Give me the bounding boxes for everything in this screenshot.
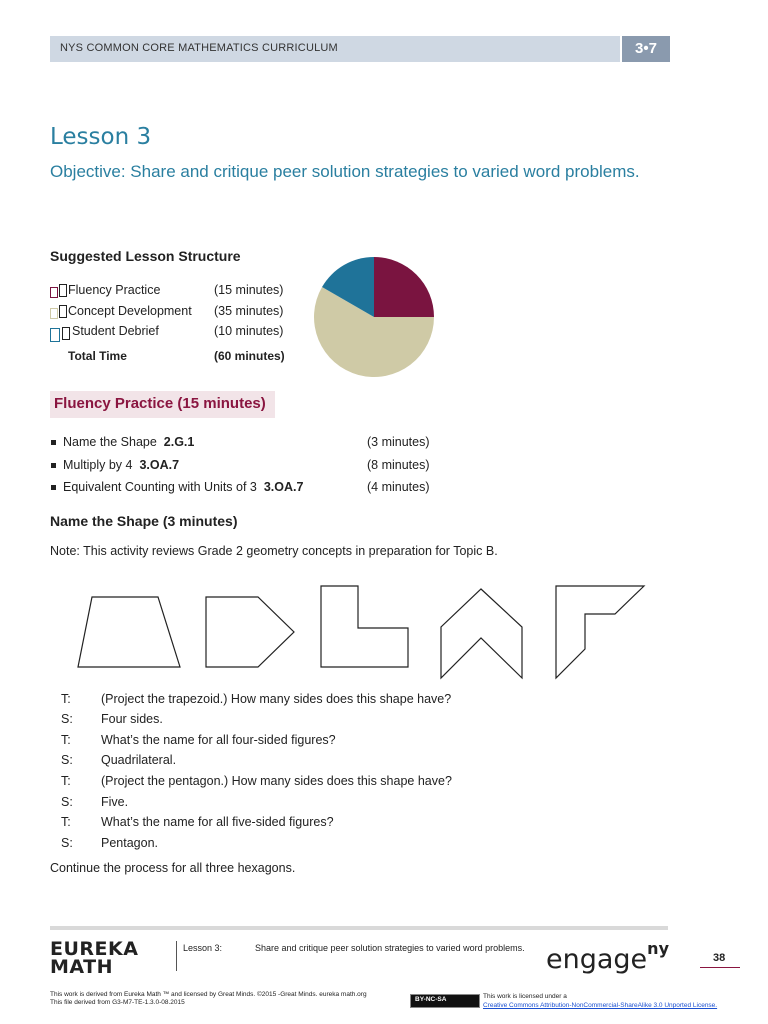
fluency-activity xyxy=(63,458,179,472)
dialogue-text: Quadrilateral. xyxy=(101,753,177,767)
page-number: 38 xyxy=(713,952,726,964)
box-icon xyxy=(59,284,67,297)
engage-text: engage xyxy=(546,944,648,975)
name-shape-title: Name the Shape (3 minutes) xyxy=(50,513,238,529)
structure-title: Suggested Lesson Structure xyxy=(50,248,241,264)
bullet-icon xyxy=(51,463,56,468)
cc-badge-text: BY-NC-SA xyxy=(415,996,447,1003)
logo-line: MATH xyxy=(50,956,113,978)
footer-separator xyxy=(176,941,177,971)
fluency-color-icon xyxy=(50,287,58,298)
speaker: S: xyxy=(61,712,73,726)
bullet-icon xyxy=(51,440,56,445)
fluency-activity xyxy=(63,435,194,449)
box-icon xyxy=(59,305,67,318)
chevron-hexagon-shape xyxy=(441,589,522,678)
structure-item-time: (10 minutes) xyxy=(214,324,284,338)
pentagon-shape xyxy=(206,597,294,667)
curriculum-title: NYS COMMON CORE MATHEMATICS CURRICULUM xyxy=(60,42,338,54)
l-hexagon-shape xyxy=(321,586,408,667)
speaker: T: xyxy=(61,774,71,788)
engage-ny-logo xyxy=(546,939,669,975)
box-icon xyxy=(62,327,70,340)
dialogue-text: Four sides. xyxy=(101,712,163,726)
total-time-value: (60 minutes) xyxy=(214,349,285,363)
derived-license-text: This work is derived from Eureka Math ™ and licensed by Great Minds. ©2015 -Great Minds. eureka math.org This file derived from G3-M7-TE-1.3.0-08.2015 xyxy=(50,991,367,1006)
corner-hexagon-shape xyxy=(556,586,644,678)
activity-standard: 2.G.1 xyxy=(163,435,195,449)
dialogue-text: What’s the name for all four-sided figures? xyxy=(101,733,336,747)
ny-text: ny xyxy=(647,939,669,958)
total-time-label: Total Time xyxy=(68,349,127,363)
structure-item-label: Student Debrief xyxy=(72,324,159,338)
activity-time: (8 minutes) xyxy=(367,458,430,472)
activity-standard: 3.OA.7 xyxy=(263,480,304,494)
concept-color-icon xyxy=(50,308,58,319)
structure-item-label: Fluency Practice xyxy=(68,283,161,297)
lesson-objective: Objective: Share and critique peer solution strategies to varied word problems. xyxy=(50,162,640,181)
trapezoid-shape xyxy=(78,597,180,667)
activity-name: Name the Shape xyxy=(63,435,157,449)
speaker: S: xyxy=(61,753,73,767)
activity-time: (3 minutes) xyxy=(367,435,430,449)
bullet-icon xyxy=(51,485,56,490)
speaker: T: xyxy=(61,733,71,747)
pie-slice xyxy=(374,257,434,317)
page-number-underline xyxy=(700,967,740,968)
fluency-activity xyxy=(63,480,303,494)
debrief-color-icon xyxy=(50,328,60,342)
speaker: T: xyxy=(61,692,71,706)
dialogue-text: (Project the pentagon.) How many sides does this shape have? xyxy=(101,774,452,788)
dialogue-text: Five. xyxy=(101,795,129,809)
dialogue-text: What’s the name for all five-sided figures? xyxy=(101,815,334,829)
activity-standard: 3.OA.7 xyxy=(139,458,180,472)
license-text: This work is licensed under a xyxy=(483,993,567,1000)
logo-line: EUREKA xyxy=(50,938,139,960)
footer-lesson: Lesson 3: xyxy=(183,943,223,953)
module-number: 3•7 xyxy=(622,36,670,62)
structure-item-time: (15 minutes) xyxy=(214,283,284,297)
footer-divider xyxy=(50,926,668,930)
activity-name: Multiply by 4 xyxy=(63,458,133,472)
license-link[interactable]: Creative Commons Attribution-NonCommercial-ShareAlike 3.0 Unported License. xyxy=(483,1002,718,1009)
activity-name: Equivalent Counting with Units of 3 xyxy=(63,480,257,494)
activity-note: Note: This activity reviews Grade 2 geometry concepts in preparation for Topic B. xyxy=(50,544,498,558)
structure-item-label: Concept Development xyxy=(68,304,192,318)
activity-time: (4 minutes) xyxy=(367,480,430,494)
speaker: S: xyxy=(61,836,73,850)
lesson-structure-pie xyxy=(313,255,435,379)
speaker: T: xyxy=(61,815,71,829)
lesson-title: Lesson 3 xyxy=(50,124,152,150)
continue-instruction: Continue the process for all three hexagons. xyxy=(50,861,296,875)
dialogue-text: (Project the trapezoid.) How many sides does this shape have? xyxy=(101,692,452,706)
structure-item-time: (35 minutes) xyxy=(214,304,284,318)
fluency-heading: Fluency Practice (15 minutes) xyxy=(54,395,266,412)
shape-figures xyxy=(70,580,650,680)
footer-description: Share and critique peer solution strategies to varied word problems. xyxy=(255,943,525,953)
eureka-math-logo xyxy=(50,940,138,976)
dialogue-text: Pentagon. xyxy=(101,836,158,850)
speaker: S: xyxy=(61,795,73,809)
